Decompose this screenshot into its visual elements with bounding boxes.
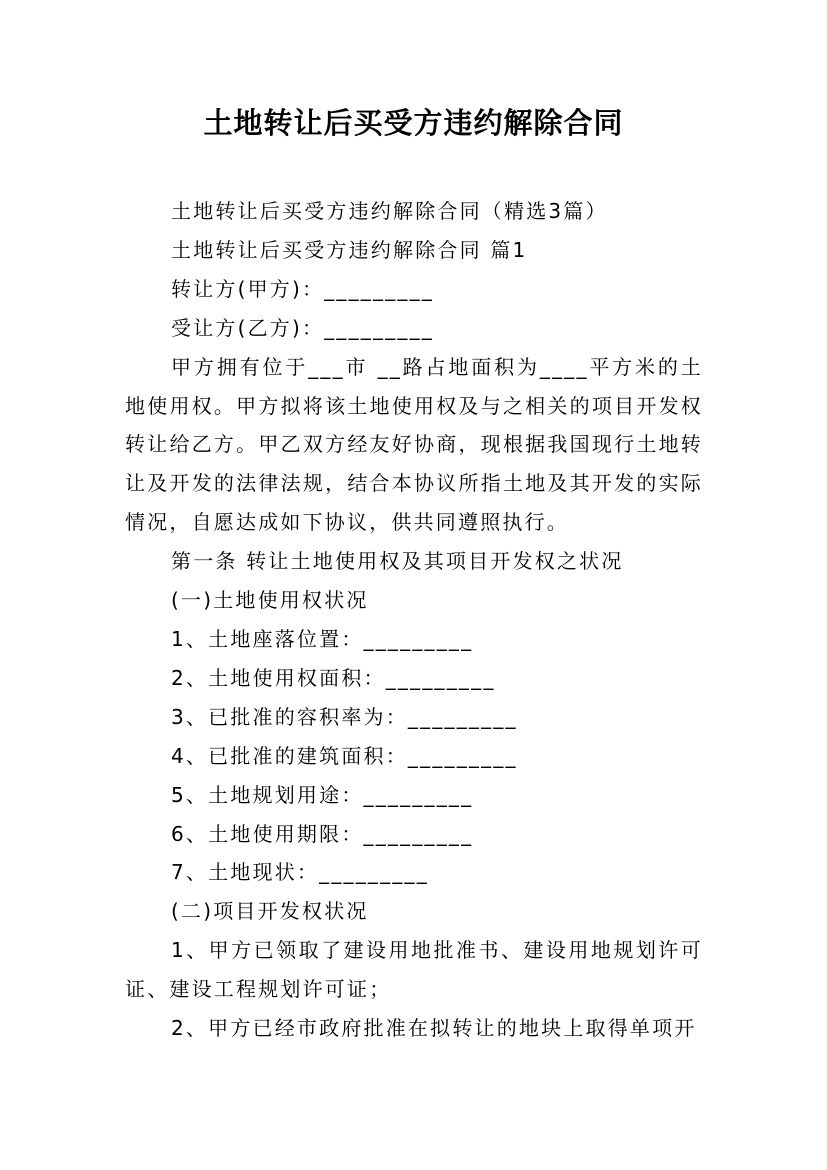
document-title: 土地转让后买受方违约解除合同 xyxy=(203,106,624,140)
paragraph-item-term: 6、土地使用期限：_________ xyxy=(171,821,474,846)
paragraph-article-one: 第一条 转让土地使用权及其项目开发权之状况 xyxy=(171,549,624,574)
paragraph-item-status: 7、土地现状：_________ xyxy=(171,860,429,885)
paragraph-development-item-1: 1、甲方已领取了建设用地批准书、建设用地规划许可证、建设工程规划许可证； xyxy=(125,938,703,1002)
paragraph-transferor: 转让方(甲方)：_________ xyxy=(171,276,435,301)
paragraph-transferee: 受让方(乙方)：_________ xyxy=(171,315,435,340)
paragraph-article-heading: 土地转让后买受方违约解除合同 篇1 xyxy=(171,237,528,262)
paragraph-section-development: (二)项目开发权状况 xyxy=(171,899,369,924)
paragraph-item-planned-use: 5、土地规划用途：_________ xyxy=(171,782,474,807)
paragraph-item-building-area: 4、已批准的建筑面积：_________ xyxy=(171,743,518,768)
paragraph-section-land-use: (一)土地使用权状况 xyxy=(171,588,369,613)
paragraph-development-item-2: 2、甲方已经市政府批准在拟转让的地块上取得单项开 xyxy=(171,1016,697,1041)
paragraph-preamble: 甲方拥有位于___市 __路占地面积为____平方米的土地使用权。甲方拟将该土地使用权及与之相关的项目开发权转让给乙方。甲乙双方经友好协商，现根据我国现行土地转让及开发的法律法规，结合本协议所指土地及其开发的实际情况，自愿达成如下协议，供共同遵照执行。 xyxy=(125,354,703,535)
document-body xyxy=(125,192,703,1048)
paragraph-item-area: 2、土地使用权面积：_________ xyxy=(171,665,496,690)
paragraph-item-location: 1、土地座落位置：_________ xyxy=(171,626,474,651)
paragraph-selection-title: 土地转让后买受方违约解除合同（精选3篇） xyxy=(171,199,608,223)
paragraph-item-plot-ratio: 3、已批准的容积率为：_________ xyxy=(171,704,518,729)
